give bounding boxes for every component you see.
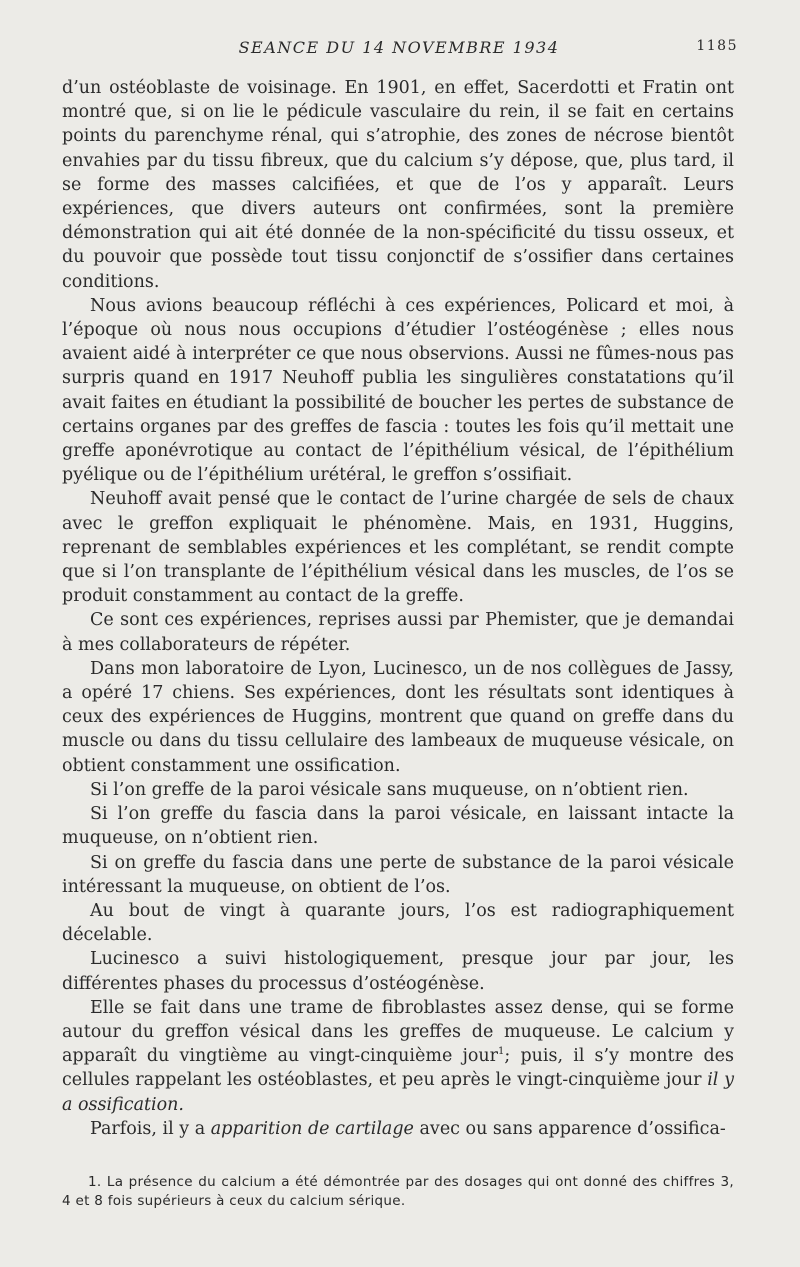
footnote-marker: 1 [498, 1046, 505, 1058]
paragraph-6: Si l’on greffe de la paroi vésicale sans muqueuse, on n’obtient rien. [90, 779, 689, 800]
footnote-number: 1. [88, 1174, 102, 1190]
paragraph-11-start: Elle se fait dans une trame de fibroblastes assez dense, qui se forme autour du greffon vésical dans les greffes de muqueuse. Le calcium y apparaît du vingtième au vingt-cinquième jour [62, 997, 734, 1067]
paragraph-12-end: avec ou sans apparence d’ossifica- [419, 1118, 726, 1139]
paragraph-2: Nous avions beaucoup réfléchi à ces expériences, Policard et moi, à l’époque où nous nous occupions d’étudier l’ostéogénèse ; elles nous avaient aidé à interpréter ce que nous observions. Aussi ne fûmes-nous pas surpris quand en 1917 Neuhoff publia les singulières constatations qu’il avait faites en étudiant la possibilité de boucher les pertes de substance de certains organes par des greffes de fascia : toutes les fois qu’il mettait une greffe aponévrotique au contact de l’épithélium vésical, de l’épithélium pyélique ou de l’épithélium urétéral, le greffon s’ossifiait. [62, 295, 734, 486]
paragraph-12-start: Parfois, il y a [90, 1118, 206, 1139]
running-title: SEANCE DU 14 NOVEMBRE 1934 [238, 38, 560, 57]
paragraph-10: Lucinesco a suivi histologiquement, presque jour par jour, les différentes phases du processus d’ostéogénèse. [62, 949, 734, 994]
footnote-text: La présence du calcium a été démontrée par des dosages qui ont donné des chiffres 3, 4 et 8 fois supérieurs à ceux du calcium sérique. [62, 1174, 734, 1209]
paragraph-11-rest: ; puis, il s’y montre des cellules rappelant les ostéoblastes, et peu après le vingt-cinquième jour [62, 1046, 734, 1091]
footnote [62, 1173, 734, 1211]
paragraph-3: Neuhoff avait pensé que le contact de l’urine chargée de sels de chaux avec le greffon expliquait le phénomène. Mais, en 1931, Huggins, reprenant de semblables expériences et les complétant, se rendit compte que si l’on transplante de l’épithélium vésical dans les muscles, de l’os se produit constamment au contact de la greffe. [62, 489, 734, 607]
page-number: 1185 [696, 38, 738, 54]
paragraph-4: Ce sont ces expériences, reprises aussi par Phemister, que je demandai à mes collaborateurs de répéter. [62, 610, 734, 655]
paragraph-12 [62, 1117, 734, 1141]
paragraph-11-italic: il y a ossification. [62, 1070, 734, 1115]
paragraph-8: Si on greffe du fascia dans une perte de substance de la paroi vésicale intéressant la muqueuse, on obtient de l’os. [62, 852, 734, 897]
paragraph-5: Dans mon laboratoire de Lyon, Lucinesco, un de nos collègues de Jassy, a opéré 17 chiens. Ses expériences, dont les résultats sont identiques à ceux des expériences de Huggins, montrent que quand on greffe dans du muscle ou dans du tissu cellulaire des lambeaux de muqueuse vésicale, on obtient constamment une ossification. [62, 658, 734, 776]
paragraph-12-italic: apparition de cartilage [210, 1118, 414, 1139]
paragraph-11 [62, 996, 734, 1117]
paragraph-7: Si l’on greffe du fascia dans la paroi vésicale, en laissant intacte la muqueuse, on n’obtient rien. [62, 804, 734, 849]
paragraph-1: d’un ostéoblaste de voisinage. En 1901, en effet, Sacerdotti et Fratin ont montré que, si on lie le pédicule vasculaire du rein, il se fait en certains points du parenchyme rénal, qui s’atrophie, des zones de nécrose bientôt envahies par du tissu fibreux, que du calcium s’y dépose, que, plus tard, il se forme des masses calcifiées, et que de l’os y apparaît. Leurs expériences, que divers auteurs ont confirmées, sont la première démonstration qui ait été donnée de la non-spécificité du tissu osseux, et du pouvoir que possède tout tissu conjonctif de s’ossifier dans certaines conditions. [62, 78, 734, 292]
paragraph-9: Au bout de vingt à quarante jours, l’os est radiographiquement décelable. [62, 900, 734, 946]
body-text [62, 76, 734, 1141]
